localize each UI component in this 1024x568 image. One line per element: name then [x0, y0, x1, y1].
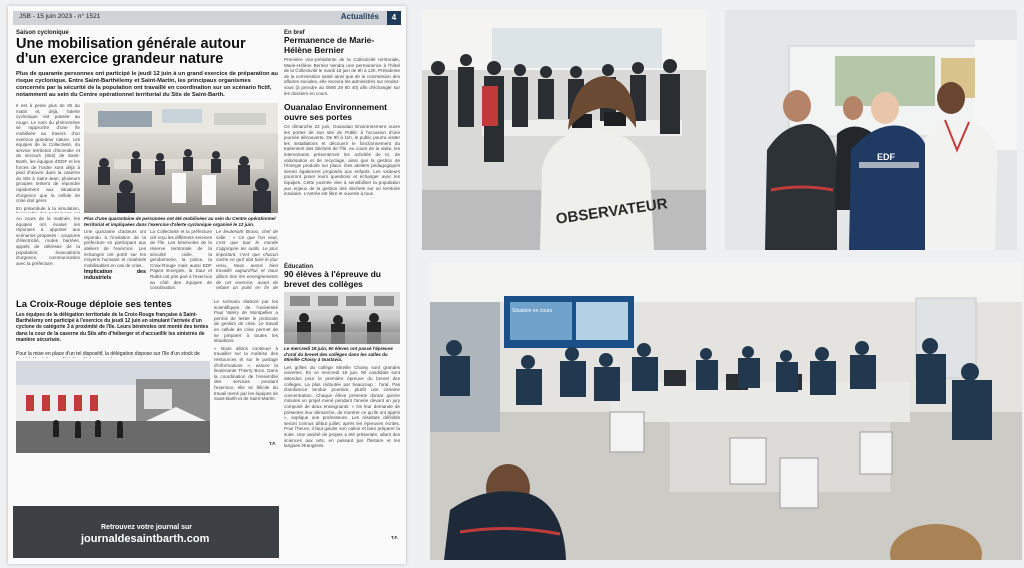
article-paragraph: Le lieutenant Bruno, chef de salle : « Ce que l'on veut, c'est que tout le monde s'approprie les outils. Le plus important, c'est que chacun sache ce qu'il doit faire le jour venu. Nous avons bien travaillé aujourd'hui et nous allons tirer les enseignements de cet exercice, avant de refaire un point en fin de	[216, 229, 278, 291]
edf-logo-text: EDF	[877, 152, 895, 162]
website-promo-band	[13, 506, 279, 558]
croix-rouge-box	[16, 299, 210, 453]
article-kicker: Saison cyclonique	[16, 30, 69, 36]
brief-label: En bref	[284, 30, 305, 36]
edf-map-photo	[725, 10, 1017, 250]
headline-line-1: Une mobilisation générale autour	[16, 36, 246, 52]
article-paragraph: « Nous allons continuer à travailler sur la maîtrise des ressources et sur le partage d'informations », assure la lieutenante Thierry Bron. Dans la coordination de l'ensemble des services pendant l'exercice, elle se félicite du travail mené par les équipes de Saint-Barth et de Saint-Martin.	[214, 345, 278, 402]
article-paragraph: Le scénario élaboré par les scientifiques de l'université Paul Valéry de Montpellier a permis de tester le protocole de gestion de crise. Le travail en cellule de crise permet de se préparer à toutes les situations.	[214, 299, 278, 344]
page-number: 4	[387, 11, 401, 25]
brief-signature: T.F.	[390, 534, 398, 540]
article-paragraph: En préambule à la simulation,	[16, 205, 80, 211]
croix-rouge-lead: Les équipes de la délégation territoriale de la Croix-Rouge française à Saint-Barthélemy ont participé à l'exercice du jeudi 12 juin en simulant l'arrivée d'un cyclone de catégorie 3 à proximité de l'île. Leurs bénévoles ont monté des tentes dans la cour de la caserne du Stis afin d'héberger et d'accueillir les sinistrés de manière sécurisée.	[16, 312, 209, 343]
command-center-photo	[430, 262, 1022, 560]
article-paragraph: Au cours de la matinée, les équipes ont évalué les réponses à apporter aux scénarios proposés : coupures d'électricité, routes barrées, appels de détresse de la population, évacuations d'urgence, communication avec la préfecture.	[16, 216, 80, 266]
article-paragraph: Il est à peine plus de 8h du matin et, déjà, l'alerte cyclonique est passée au rouge. Le nom du phénomène se rapproche d'une île mobilisée au travers d'un exercice grandeur nature. Les équipes de la Collectivité, du service territorial d'incendie et de secours (Stis) de Saint-Barth, les équipes d'EDF et les forces de l'ordre sont déjà à pied d'œuvre dans la caserne du Stis à Saint-Jean, plusieurs groupes tentent de répondre rapidement aux situations d'urgence que la cellule de crise doit gérer.	[16, 103, 80, 204]
control-room-photo	[84, 103, 278, 213]
article-lead: Plus de quarante personnes ont participé le jeudi 12 juin à un grand exercice de préparation au risque cyclonique. Entre Saint-Barthélemy et Saint-Martin, les principaux organismes concernés par la sécurité de la population ont travaillé en coordination sur un scénario fictif, notamment au sein du Centre opérationnel territorial du Stis de Saint-Barth.	[16, 71, 278, 98]
croix-rouge-body: Pour la mise en place d'un tel dispositif, la délégation dispose sur l'île d'un stock de	[16, 351, 200, 357]
article-body-col-4	[216, 229, 278, 291]
tents-photo	[16, 361, 210, 453]
vest-label: OBSERVATEUR	[554, 195, 669, 228]
brief-column	[284, 30, 400, 543]
main-article	[16, 30, 278, 453]
exam-photo	[284, 292, 400, 344]
brief-3-body: Les grilles du collège Mireille Choisy sont grandes ouvertes. En ce mercredi 18 juin, 90 candidats sont attendus pour la première épreuve du brevet des collèges. La plus redoutée par beaucoup : l'oral. Pas d'ambiance tendue pourtant, plutôt une certaine concentration. Chaque élève présente durant quinze minutes un projet mené pendant l'année devant un jury composé de deux enseignants. « On leur demande de présenter leur démarche, de montrer ce qu'ils ont appris », explique une professeure. Les résultats définitifs seront connus début juillet, après les épreuves écrites. Pour l'heure, il faut garder son calme et bien préparer la suite. Une variété de projets a été présentée, allant des sciences aux arts, en passant par l'histoire et les langues étrangères.	[284, 364, 400, 449]
article-body-col-1b	[16, 216, 80, 296]
section-rubric: Actualités	[340, 12, 379, 21]
article-body-col-2	[84, 229, 146, 291]
brief-3-label: Éducation	[284, 264, 314, 270]
brief-2-title: Ouanalao Environnement ouvre ses portes	[284, 102, 387, 122]
dashboard-text: Situation en cours	[512, 308, 553, 314]
article-headline	[16, 37, 278, 67]
issue-date: JSB - 15 juin 2023 - n° 1521	[19, 13, 101, 20]
exam-photo-caption: Le mercredi 18 juin, 90 élèves ont passé l'épreuve d'oral du brevet des collèges dans les salles du Mireille Choisy à Gustavia.	[284, 346, 393, 363]
article-body-col-3	[150, 229, 212, 291]
promo-website: journaldesaintbarth.com	[81, 533, 210, 545]
croix-rouge-title: La Croix-Rouge déploie ses tentes	[16, 299, 172, 310]
brief-2-body: Ce dimanche 22 juin, Ouanalao Environnement ouvre les portes de son site de Public à l'occasion d'une journée découverte. De 9h à 11h, le public pourra visiter les installations et découvrir le fonctionnement du traitement des déchets de l'île. Au cours de la visite, les intervenants présenteront les activités de tri, de valorisation et de recyclage, ainsi que la gestion de l'énergie produite sur place. Des ateliers pédagogiques seront également proposés aux enfants. Les visiteurs pourront poser leurs questions et échanger avec les équipes. Cette journée vise à sensibiliser la population aux enjeux de la gestion des déchets sur un territoire insulaire. L'entrée est libre et ouverte à tous.	[284, 124, 400, 197]
brief-1-body: Première vice-présidente de la Collectivité territoriale, Marie-Hélène Bernier tiendra une permanence à l'hôtel de la Collectivité le mardi 18 juin de 9h à 12h. Présidente de la commission santé ainsi que de la commission des affaires sociales, elle recevra les administrés sur rendez-vous (à prendre au 0590 29 80 40) afin d'échanger sur les dossiers en cours.	[284, 57, 400, 96]
photo-caption: Plus d'une quarantaine de personnes ont été mobilisées au sein du Centre opérationnel territorial et impliquées dans l'exercice d'alerte cyclonique organisé le 12 juin.	[84, 216, 276, 227]
article-body-col-1	[16, 103, 80, 213]
photo-caption-block	[84, 216, 278, 296]
brief-1-title: Permanence de Marie-Hélène Bernier	[284, 35, 375, 55]
article-paragraph: La Collectivité et la préfecture ont reçu les différents services de l'île. Les bénévoles de la réserve territoriale de la sécurité civile, la gendarmerie, la police, la Croix-Rouge mais aussi EDF Papeo Energies, la Saur et Rubis ont pris part à l'exercice au côté des équipes de coordination.	[150, 229, 212, 291]
article-subhead: Implication des industriels	[84, 269, 146, 281]
promo-text: Retrouvez votre journal sur	[101, 524, 193, 531]
headline-line-2: d'un exercice grandeur nature	[16, 51, 224, 67]
brief-3-title: 90 élèves à l'épreuve du brevet des collèges	[284, 269, 381, 289]
observer-photo	[422, 10, 706, 250]
article-signature: T.F.	[268, 441, 276, 447]
article-paragraph: Une quinzaine d'acteurs ont répondu à l'invitation de la préfecture en participant aux ateliers de l'exercice. Les échanges ont porté sur les moyens humains et matériels mobilisables en cas de crise.	[84, 229, 146, 268]
page-header	[13, 11, 401, 25]
article-body-col-5	[214, 299, 278, 449]
newspaper-page	[8, 6, 406, 564]
